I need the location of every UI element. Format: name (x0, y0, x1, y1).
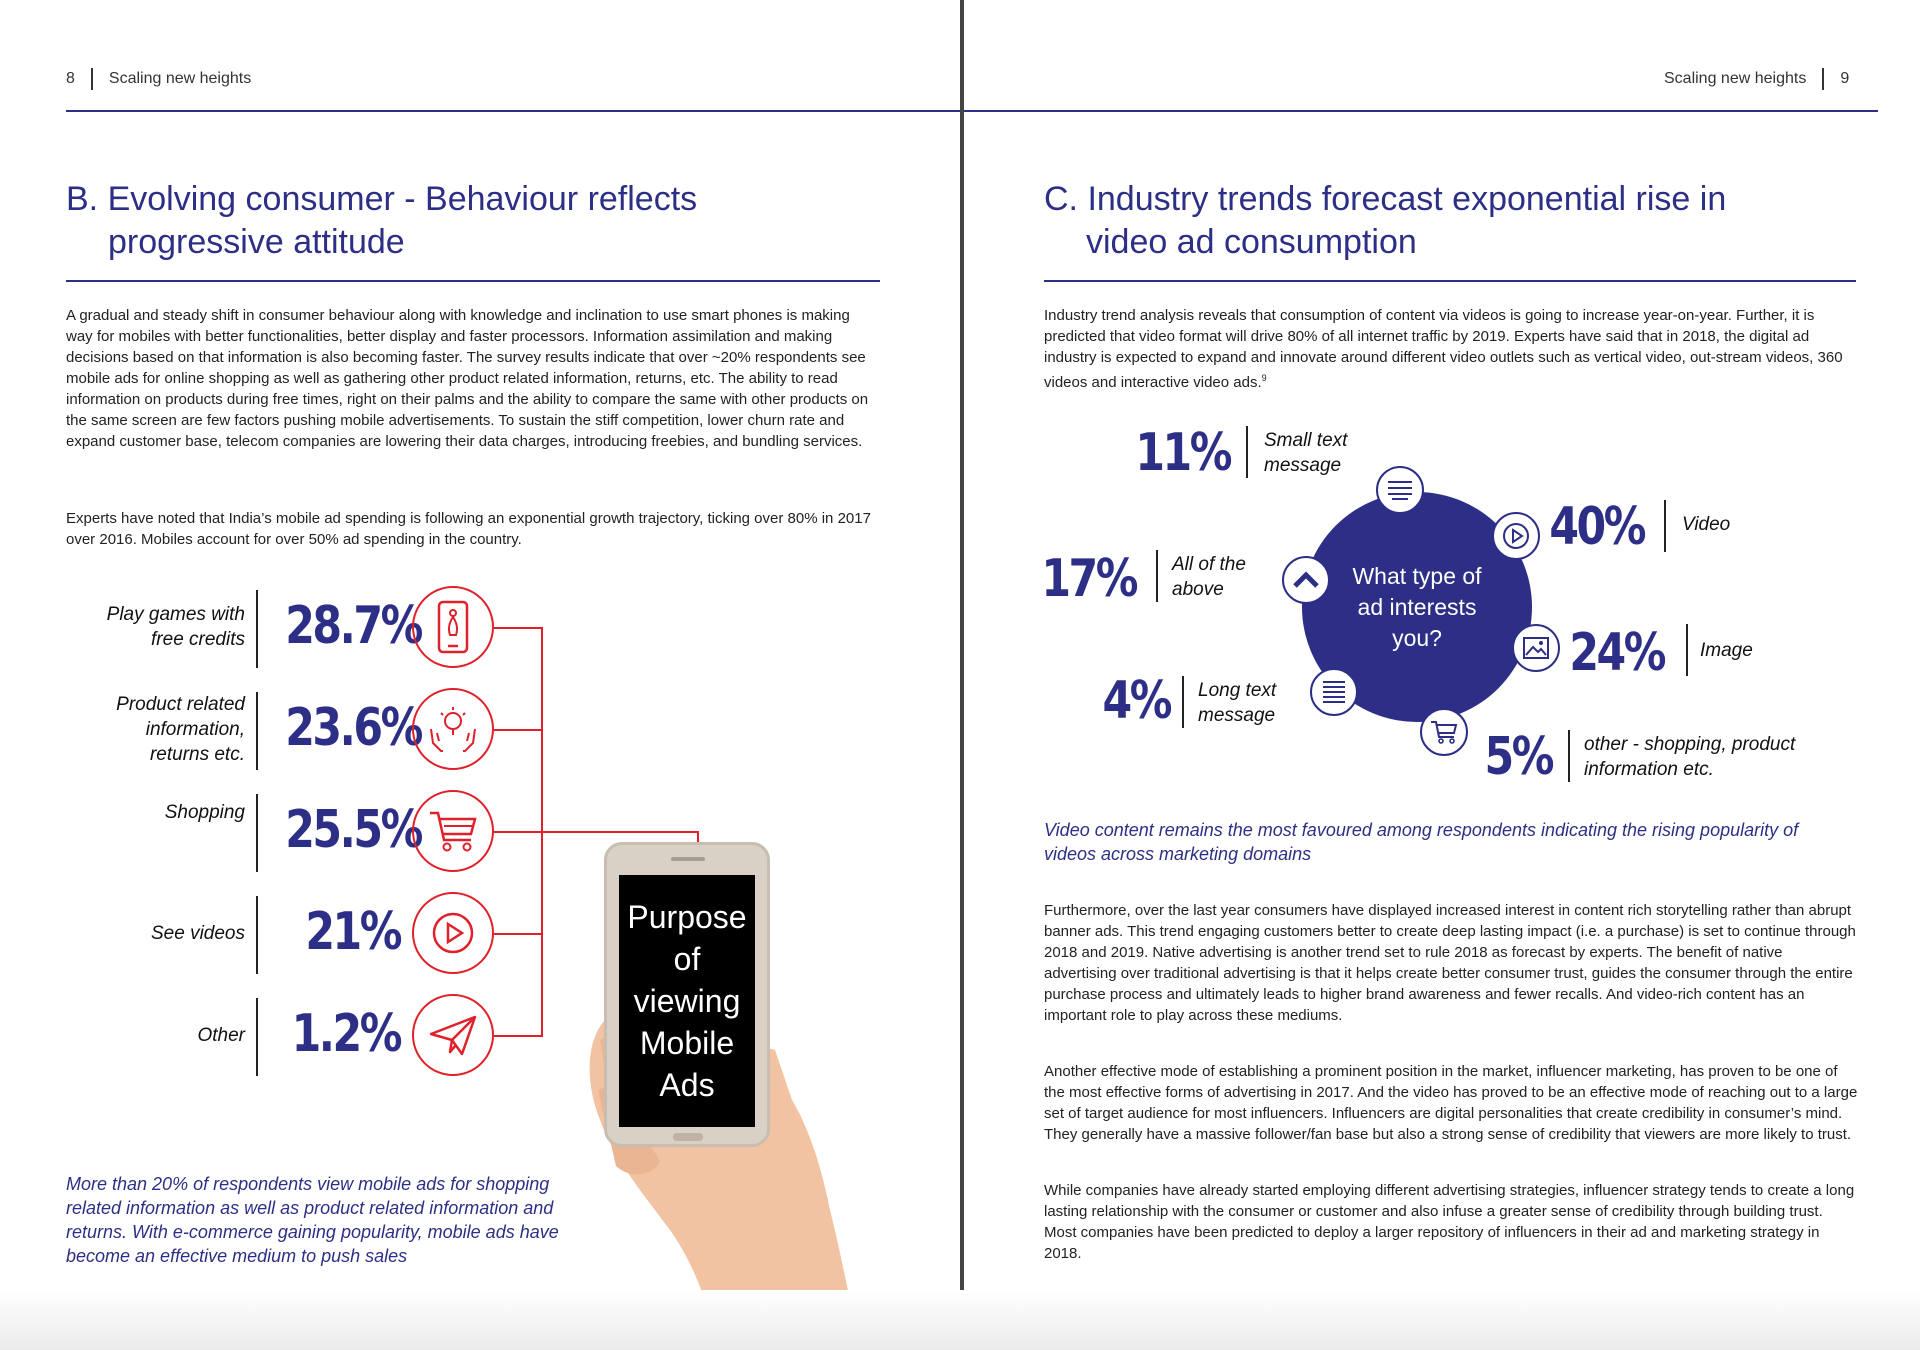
heading-rule (1044, 280, 1856, 282)
question-line: What type of (1352, 562, 1482, 589)
phone-text-line: Mobile (639, 1025, 735, 1061)
running-title: Scaling new heights (108, 70, 252, 87)
pull-quote: Video content remains the most favoured among respondents indicating the rising popularity of videos across marketing domains (1044, 820, 1799, 864)
page-number: 9 (1840, 70, 1850, 87)
body-paragraph-1: A gradual and steady shift in consumer behaviour along with knowledge and inclination to use smart phones is making way for mobiles with better functionalities, better display and faster processors. Information assimilation and making decisions based on that information is also becoming faster. The survey results indicate that over ~20% respondents see mobile ads for online shopping as well as gathering other product related information, returns, etc. The ability to read information on products during free times, right on their palms and the ability to compare the same with other products on the same screen are few factors pushing mobile advertisements. To sustain the stiff competition, lower churn rate and expand customer base, telecom companies are lowering their data charges, introducing freebies, and bundling services. (66, 307, 869, 450)
stat-value: 21% (305, 902, 400, 962)
image-icon (1512, 624, 1560, 672)
stat-divider (256, 590, 258, 668)
stat-label: Play games with free credits (106, 604, 245, 650)
stat-label: Long text message (1198, 680, 1277, 726)
text-lines-icon (1376, 466, 1424, 514)
stat-label: Shopping (164, 802, 245, 823)
stat-divider (256, 692, 258, 770)
stat-value: 11% (1135, 423, 1230, 483)
phone-text-line: of (673, 941, 701, 977)
left-running-header (66, 68, 251, 90)
play-icon (1492, 512, 1540, 560)
body-paragraph-4: While companies have already started employing different advertising strategies, influencer strategy tends to create a long lasting relationship with the consumer or customer and also infuse a greater sense of credibility through building trust. Most companies have been predicted to deploy a larger repository of influencers in their ad and marketing strategy in 2018. (1044, 1182, 1855, 1262)
stat-value: 40% (1549, 497, 1644, 557)
stat-divider (1686, 624, 1688, 676)
stat-label: Video (1682, 514, 1731, 535)
section-heading (1044, 178, 1904, 264)
stat-row-product-info (60, 684, 510, 774)
bowling-phone-icon (412, 586, 494, 668)
long-text-icon (1310, 668, 1358, 716)
header-divider (91, 68, 93, 90)
page-bottom-shadow (0, 1290, 1920, 1350)
stat-label: Product related information, returns etc. (116, 693, 245, 765)
stat-divider (1156, 550, 1158, 602)
stat-value: 1.2% (291, 1004, 400, 1064)
header-divider (1822, 68, 1824, 90)
stat-row-games (60, 582, 510, 672)
stat-value: 4% (1102, 671, 1170, 731)
heading-line-2: video ad consumption (1086, 223, 1417, 261)
phone-home-button (673, 1133, 703, 1141)
stat-label: Other (197, 1024, 245, 1046)
hands-bulb-icon (412, 688, 494, 770)
right-running-header (1664, 68, 1849, 90)
shopping-cart-icon (412, 790, 494, 872)
question-line: ad interests (1357, 593, 1477, 620)
header-rule (964, 110, 1878, 112)
stat-label: Small text message (1264, 430, 1348, 476)
stat-divider (1182, 676, 1184, 728)
stat-value: 5% (1484, 727, 1552, 787)
heading-line-1: C. Industry trends forecast exponential rise in (1044, 180, 1727, 218)
stat-value: 17% (1041, 549, 1136, 609)
stat-divider (256, 896, 258, 974)
connector-trunk (541, 627, 543, 1037)
stat-label: other - shopping, product information etc. (1584, 734, 1796, 780)
stat-row-videos (60, 888, 510, 978)
phone-text-line: Ads (659, 1067, 715, 1103)
heading-line-1: B. Evolving consumer - Behaviour reflects (66, 180, 698, 218)
play-icon (412, 892, 494, 974)
phone-speaker (671, 857, 705, 861)
question-line: you? (1392, 624, 1442, 651)
stat-value: 24% (1569, 623, 1664, 683)
stat-divider (1568, 730, 1570, 782)
body-paragraph-3: Another effective mode of establishing a prominent position in the market, influencer marketing, has proven to be one of the most effective forms of advertising in 2017. And the video has proved to be an effective mode of reaching out to a large set of target audience for most influencers. Influencers are digital personalities that create credibility in consumer’s mind. They generally have a massive follower/fan base but also a strong sense of credibility that viewers are more likely to trust. (1044, 1063, 1858, 1143)
phone-text-line: Purpose (627, 899, 747, 935)
stat-label: Image (1700, 640, 1753, 661)
body-paragraph-2: Experts have noted that India’s mobile ad spending is following an exponential growth trajectory, ticking over 80% in 2017 over 2016. Mobiles account for over 50% ad spending in the country. (66, 510, 871, 548)
running-title: Scaling new heights (1664, 70, 1807, 87)
stat-value: 25.5% (285, 800, 421, 860)
connector-line (494, 831, 698, 833)
stat-label: See videos (150, 922, 245, 944)
stat-divider (256, 794, 258, 872)
smartphone (604, 842, 770, 1147)
body-paragraph-2: Furthermore, over the last year consumers have displayed increased interest in content rich storytelling rather than abrupt banner ads. This trend engaging customers better to create deep lasting impact (i.e. a purchase) is set to continue through 2018 and 2019. Native advertising is another trend set to rule 2018 as forecast by experts. The benefit of native advertising over traditional advertising is that it helps create better consumer trust, guides the consumer through the entire purchase process and ultimately leads to higher brand awareness and fewer recalls. And video-rich content has an important role to play across these mediums. (1044, 902, 1856, 1024)
connector-line (494, 933, 542, 935)
connector-line (494, 627, 542, 629)
connector-line (494, 1035, 542, 1037)
paper-plane-icon (412, 994, 494, 1076)
stat-divider (1246, 426, 1248, 478)
page-number: 8 (66, 70, 75, 87)
stat-divider (1664, 500, 1666, 552)
phone-screen (619, 875, 755, 1127)
stat-value: 28.7% (285, 596, 421, 656)
stat-value: 23.6% (285, 698, 421, 758)
section-heading (66, 178, 926, 264)
stat-row-shopping (60, 786, 510, 876)
heading-line-2: progressive attitude (108, 223, 405, 261)
header-rule (66, 110, 960, 112)
phone-text-line: viewing (633, 983, 741, 1019)
heading-rule (66, 280, 880, 282)
chevron-up-icon (1282, 556, 1330, 604)
pull-quote: More than 20% of respondents view mobile ads for shopping related information as well as product related information and returns. With e-commerce gaining popularity, mobile ads have become an effective medium to push sales (66, 1174, 559, 1266)
body-paragraph-1: Industry trend analysis reveals that consumption of content via videos is going to increase year-on-year. Further, it is predicted that video format will drive 80% of all internet traffic by 2019. Experts have said that in 2018, the digital ad industry is expected to expand and innovate around different video outlets such as vertical video, out-stream videos, 360 videos and interactive video ads.$^9$ (1044, 307, 1843, 391)
stat-label: All of the above (1172, 554, 1246, 600)
stat-row-other (60, 990, 510, 1080)
connector-line (494, 729, 542, 731)
stat-divider (256, 998, 258, 1076)
footnote-marker: 9 (1261, 373, 1267, 383)
